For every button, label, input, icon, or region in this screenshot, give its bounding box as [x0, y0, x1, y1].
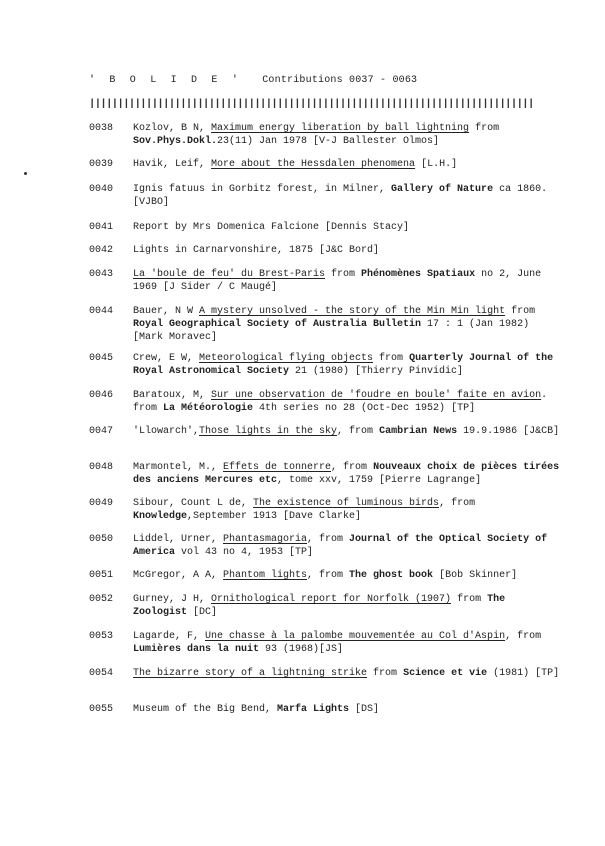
- entry-connector: from: [367, 668, 404, 679]
- entry-number: 0044: [89, 306, 114, 317]
- entry-author: Crew, E W,: [133, 353, 200, 364]
- entry-number: 0047: [89, 426, 114, 437]
- entry-author: Ignis fatuus in Gorbitz forest, in Milner,: [133, 184, 392, 195]
- entry-number: 0052: [89, 594, 114, 605]
- entry-tail: vol 43 no 4, 1953 [TP]: [175, 547, 314, 558]
- entry-connector: from: [505, 306, 536, 317]
- entry-number: 0039: [89, 159, 114, 170]
- entry-author: Bauer, N W: [133, 306, 200, 317]
- entry-tail: ca 1860. [VJBO]: [133, 184, 548, 208]
- entry-number: 0041: [89, 222, 114, 233]
- entry-text: [133, 352, 563, 378]
- entry-tail: [Bob Skinner]: [433, 570, 518, 581]
- entry-tail: 23(11) Jan 1978 [V-J Ballester Olmos]: [217, 136, 440, 147]
- page-header: [89, 75, 417, 86]
- series-title: ' B O L I D E ': [89, 75, 243, 86]
- entry-title: Meteorological flying objects: [199, 353, 374, 364]
- entry-title: Phantom lights: [223, 570, 308, 581]
- entry-connector: . from: [133, 390, 548, 414]
- entry-journal: Nouveaux choix de pièces tirées des anciens Mercures etc: [133, 462, 560, 486]
- entry-tail: , tome xxv, 1759 [Pierre Lagrange]: [277, 475, 482, 486]
- entry-text: [133, 158, 563, 171]
- entry-author: Lagarde, F,: [133, 631, 206, 642]
- entry-title: The existence of luminous birds: [253, 498, 440, 509]
- entry-author: Museum of the Big Bend,: [133, 704, 278, 715]
- entry-journal: Marfa Lights: [277, 704, 350, 715]
- entry-author: Gurney, J H,: [133, 594, 212, 605]
- entry-connector: from: [325, 269, 362, 280]
- entry-tail: 19.9.1986 [J&CB]: [457, 426, 560, 437]
- entry-number: 0042: [89, 245, 114, 256]
- entry-connector: , from: [505, 631, 542, 642]
- entry-connector: , from: [307, 570, 350, 581]
- entry-connector: [L.H.]: [415, 159, 458, 170]
- entry-text: [133, 461, 563, 487]
- entry-tail: 21 (1980) [Thierry Pinvidic]: [289, 366, 464, 377]
- entry-text: [133, 425, 563, 438]
- entry-number: 0053: [89, 631, 114, 642]
- entry-title: Those lights in the sky: [199, 426, 338, 437]
- entry-journal: Quarterly Journal of the Royal Astronomical Society: [133, 353, 554, 377]
- contributions-range: Contributions 0037 - 0063: [262, 75, 418, 86]
- entry-tail: 93 (1968)[JS]: [259, 644, 344, 655]
- entry-connector: from: [373, 353, 410, 364]
- entry-text: [133, 569, 563, 582]
- entry-text: [133, 630, 563, 656]
- entry-author: Sibour, Count L de,: [133, 498, 254, 509]
- entry-tail: (1981) [TP]: [487, 668, 560, 679]
- entry-tail: [DC]: [187, 607, 218, 618]
- entry-author: Liddel, Urner,: [133, 534, 224, 545]
- entry-author: Havik, Leif,: [133, 159, 212, 170]
- entry-journal: Cambrian News: [379, 426, 458, 437]
- entry-connector: , from: [331, 462, 374, 473]
- entry-title: La 'boule de feu' du Brest-Paris: [133, 269, 326, 280]
- entry-journal: The ghost book: [349, 570, 434, 581]
- entry-tail: ,September 1913 [Dave Clarke]: [187, 511, 362, 522]
- entry-title: Phantasmagoria: [223, 534, 308, 545]
- entry-text: [133, 122, 563, 148]
- entry-title: Une chasse à la palombe mouvementée au Col d'Aspin: [205, 631, 506, 642]
- entry-journal: Knowledge: [133, 511, 188, 522]
- entry-author: Baratoux, M,: [133, 390, 212, 401]
- entry-text: [133, 497, 563, 523]
- entry-tail: no 2, June 1969 [J Sider / C Maugé]: [133, 269, 542, 293]
- entry-title: The bizarre story of a lightning strike: [133, 668, 368, 679]
- entry-title: Effets de tonnerre: [223, 462, 332, 473]
- entry-title: Ornithological report for Norfolk (1907): [211, 594, 452, 605]
- entry-text: [133, 268, 563, 294]
- entry-text: [133, 221, 563, 234]
- entry-number: 0045: [89, 353, 114, 364]
- entry-journal: The Zoologist: [133, 594, 506, 618]
- stray-mark: [24, 172, 27, 175]
- entry-number: 0049: [89, 498, 114, 509]
- entry-journal: La Météorologie: [163, 403, 254, 414]
- entry-connector: , from: [439, 498, 476, 509]
- entry-tail: 4th series no 28 (Oct-Dec 1952) [TP]: [253, 403, 476, 414]
- entry-journal: Phénomènes Spatiaux: [361, 269, 476, 280]
- entry-tail: [DS]: [349, 704, 380, 715]
- entry-connector: , from: [307, 534, 350, 545]
- entry-title: Sur une observation de 'foudre en boule' faite en avion: [211, 390, 542, 401]
- entry-title: A mystery unsolved - the story of the Min Min light: [199, 306, 506, 317]
- entry-number: 0054: [89, 668, 114, 679]
- entry-journal: Journal of the Optical Society of America: [133, 534, 548, 558]
- entry-number: 0050: [89, 534, 114, 545]
- entry-journal: Royal Geographical Society of Australia Bulletin: [133, 319, 422, 330]
- entry-journal: Lumières dans la nuit: [133, 644, 260, 655]
- entry-text: [133, 667, 563, 680]
- entry-author: Lights in Carnarvonshire, 1875 [J&C Bord]: [133, 245, 380, 256]
- entry-number: 0055: [89, 704, 114, 715]
- entry-author: Marmontel, M.,: [133, 462, 224, 473]
- entry-connector: from: [469, 123, 500, 134]
- entry-author: 'Llowarch',: [133, 426, 200, 437]
- entry-journal: Sov.Phys.Dokl.: [133, 136, 218, 147]
- entry-number: 0048: [89, 462, 114, 473]
- entry-connector: , from: [337, 426, 380, 437]
- entry-text: [133, 703, 563, 716]
- entry-number: 0046: [89, 390, 114, 401]
- entry-author: Report by Mrs Domenica Falcione [Dennis Stacy]: [133, 222, 410, 233]
- entry-connector: from: [451, 594, 488, 605]
- entry-author: Kozlov, B N,: [133, 123, 212, 134]
- entry-text: [133, 244, 563, 257]
- entry-number: 0040: [89, 184, 114, 195]
- entry-journal: Science et vie: [403, 668, 488, 679]
- entry-text: [133, 593, 563, 619]
- entry-number: 0038: [89, 123, 114, 134]
- entry-text: [133, 305, 563, 344]
- entry-text: [133, 389, 563, 415]
- entry-tail: 17 : 1 (Jan 1982) [Mark Moravec]: [133, 319, 530, 343]
- entry-title: More about the Hessdalen phenomena: [211, 159, 416, 170]
- entry-text: [133, 183, 563, 209]
- entry-author: McGregor, A A,: [133, 570, 224, 581]
- entry-text: [133, 533, 563, 559]
- entry-journal: Gallery of Nature: [391, 184, 494, 195]
- entry-number: 0051: [89, 570, 114, 581]
- entry-title: Maximum energy liberation by ball lightning: [211, 123, 470, 134]
- header-rule: ||||||||||||||||||||||||||||||||||||||||||||||||||||||||||||||||||||||||||||||: [89, 98, 534, 110]
- entry-number: 0043: [89, 269, 114, 280]
